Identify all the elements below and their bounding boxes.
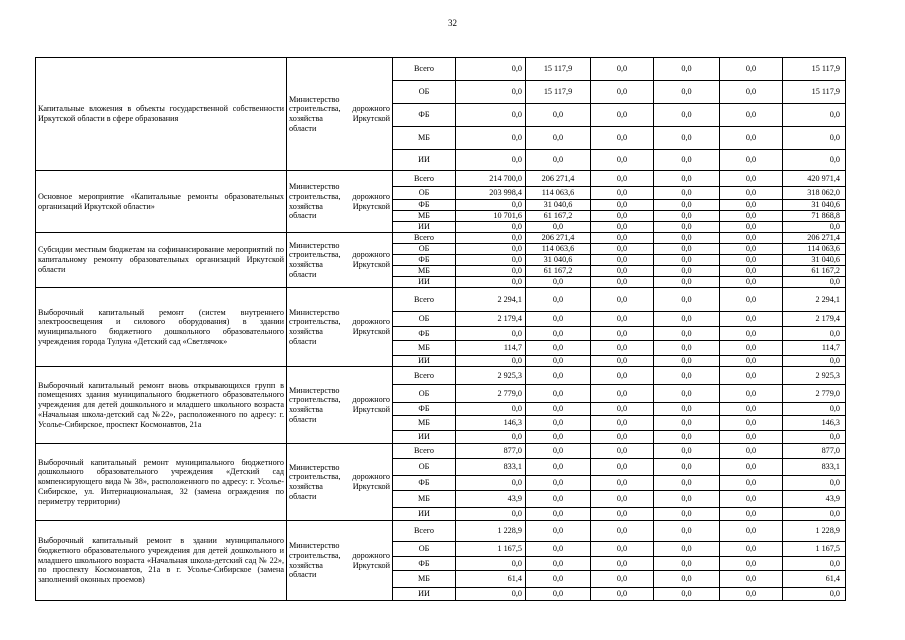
funding-source-cell: Всего — [393, 521, 456, 542]
year-value-cell: 0,0 — [591, 255, 654, 266]
year-value-cell: 0,0 — [654, 521, 720, 542]
year-value-cell: 0,0 — [456, 200, 526, 211]
total-value-cell: 2 294,1 — [783, 288, 846, 312]
year-value-cell: 0,0 — [591, 491, 654, 508]
total-value-cell: 0,0 — [783, 557, 846, 571]
total-value-cell: 877,0 — [783, 444, 846, 459]
total-value-cell: 1 228,9 — [783, 521, 846, 542]
year-value-cell: 31 040,6 — [526, 200, 591, 211]
funding-source-cell: ФБ — [393, 255, 456, 266]
year-value-cell: 0,0 — [654, 187, 720, 200]
year-value-cell: 0,0 — [654, 58, 720, 81]
year-value-cell: 0,0 — [654, 277, 720, 288]
funding-source-cell: МБ — [393, 571, 456, 588]
year-value-cell: 0,0 — [720, 327, 783, 341]
funding-source-cell: Всего — [393, 233, 456, 244]
total-value-cell: 420 971,4 — [783, 171, 846, 187]
year-value-cell: 0,0 — [720, 521, 783, 542]
funding-source-cell: Всего — [393, 444, 456, 459]
year-value-cell: 0,0 — [654, 508, 720, 521]
year-value-cell: 0,0 — [720, 58, 783, 81]
year-value-cell: 0,0 — [456, 127, 526, 150]
year-value-cell: 0,0 — [591, 150, 654, 171]
funding-source-cell: Всего — [393, 58, 456, 81]
year-value-cell: 0,0 — [526, 288, 591, 312]
year-value-cell: 0,0 — [591, 444, 654, 459]
total-value-cell: 0,0 — [783, 150, 846, 171]
total-value-cell: 15 117,9 — [783, 58, 846, 81]
total-value-cell: 833,1 — [783, 459, 846, 476]
year-value-cell: 0,0 — [526, 277, 591, 288]
total-value-cell: 0,0 — [783, 277, 846, 288]
funding-source-cell: МБ — [393, 341, 456, 356]
table-row — [36, 521, 846, 542]
year-value-cell: 114 063,6 — [526, 187, 591, 200]
funding-source-cell: ФБ — [393, 104, 456, 127]
year-value-cell: 214 700,0 — [456, 171, 526, 187]
budget-table-body — [36, 58, 846, 601]
year-value-cell: 0,0 — [526, 385, 591, 403]
year-value-cell: 114 063,6 — [526, 244, 591, 255]
funding-source-cell: ОБ — [393, 312, 456, 327]
year-value-cell: 0,0 — [526, 588, 591, 601]
year-value-cell: 0,0 — [654, 341, 720, 356]
year-value-cell: 0,0 — [526, 127, 591, 150]
table-row — [36, 444, 846, 459]
year-value-cell: 0,0 — [720, 81, 783, 104]
total-value-cell: 318 062,0 — [783, 187, 846, 200]
year-value-cell: 0,0 — [456, 233, 526, 244]
year-value-cell: 0,0 — [526, 222, 591, 233]
year-value-cell: 0,0 — [591, 416, 654, 431]
year-value-cell: 0,0 — [591, 104, 654, 127]
funding-source-cell: ОБ — [393, 459, 456, 476]
year-value-cell: 0,0 — [654, 327, 720, 341]
year-value-cell: 0,0 — [654, 416, 720, 431]
year-value-cell: 0,0 — [526, 444, 591, 459]
year-value-cell: 0,0 — [654, 557, 720, 571]
year-value-cell: 0,0 — [591, 211, 654, 222]
total-value-cell: 15 117,9 — [783, 81, 846, 104]
year-value-cell: 0,0 — [720, 542, 783, 557]
table-row — [36, 233, 846, 244]
year-value-cell: 31 040,6 — [526, 255, 591, 266]
funding-source-cell: ОБ — [393, 81, 456, 104]
funding-source-cell: МБ — [393, 211, 456, 222]
year-value-cell: 0,0 — [591, 403, 654, 416]
year-value-cell: 0,0 — [526, 459, 591, 476]
responsible-executor-cell: Министерство строительства, дорожного хозяйства Иркутской области — [287, 171, 393, 233]
year-value-cell: 0,0 — [591, 277, 654, 288]
table-row — [36, 367, 846, 385]
total-value-cell: 206 271,4 — [783, 233, 846, 244]
funding-source-cell: МБ — [393, 416, 456, 431]
year-value-cell: 0,0 — [720, 356, 783, 367]
year-value-cell: 0,0 — [591, 200, 654, 211]
total-value-cell: 2 179,4 — [783, 312, 846, 327]
year-value-cell: 0,0 — [720, 150, 783, 171]
funding-source-cell: ИИ — [393, 150, 456, 171]
year-value-cell: 0,0 — [720, 127, 783, 150]
year-value-cell: 0,0 — [526, 104, 591, 127]
total-value-cell: 1 167,5 — [783, 542, 846, 557]
total-value-cell: 2 925,3 — [783, 367, 846, 385]
budget-table — [35, 57, 846, 601]
year-value-cell: 0,0 — [720, 459, 783, 476]
year-value-cell: 0,0 — [456, 266, 526, 277]
funding-source-cell: Всего — [393, 171, 456, 187]
year-value-cell: 0,0 — [456, 277, 526, 288]
year-value-cell: 15 117,9 — [526, 81, 591, 104]
funding-source-cell: ИИ — [393, 508, 456, 521]
responsible-executor-cell: Министерство строительства, дорожного хозяйства Иркутской области — [287, 233, 393, 288]
year-value-cell: 0,0 — [591, 521, 654, 542]
year-value-cell: 0,0 — [526, 367, 591, 385]
year-value-cell: 0,0 — [591, 459, 654, 476]
year-value-cell: 0,0 — [591, 367, 654, 385]
responsible-executor-cell: Министерство строительства, дорожного хозяйства Иркутской области — [287, 288, 393, 367]
responsible-executor-cell: Министерство строительства, дорожного хозяйства Иркутской области — [287, 521, 393, 601]
year-value-cell: 0,0 — [526, 431, 591, 444]
year-value-cell: 43,9 — [456, 491, 526, 508]
year-value-cell: 0,0 — [720, 244, 783, 255]
year-value-cell: 0,0 — [720, 491, 783, 508]
year-value-cell: 0,0 — [526, 491, 591, 508]
year-value-cell: 0,0 — [720, 288, 783, 312]
year-value-cell: 0,0 — [654, 150, 720, 171]
year-value-cell: 10 701,6 — [456, 211, 526, 222]
activity-name-cell: Основное мероприятие «Капитальные ремонты образовательных организаций Иркутской области» — [36, 171, 287, 233]
year-value-cell: 0,0 — [456, 557, 526, 571]
funding-source-cell: МБ — [393, 491, 456, 508]
year-value-cell: 0,0 — [720, 104, 783, 127]
year-value-cell: 0,0 — [591, 187, 654, 200]
year-value-cell: 1 228,9 — [456, 521, 526, 542]
funding-source-cell: ИИ — [393, 356, 456, 367]
year-value-cell: 0,0 — [591, 508, 654, 521]
funding-source-cell: ОБ — [393, 542, 456, 557]
table-row — [36, 171, 846, 187]
funding-source-cell: МБ — [393, 266, 456, 277]
year-value-cell: 0,0 — [591, 222, 654, 233]
year-value-cell: 0,0 — [654, 588, 720, 601]
year-value-cell: 1 167,5 — [456, 542, 526, 557]
year-value-cell: 61 167,2 — [526, 211, 591, 222]
total-value-cell: 0,0 — [783, 476, 846, 491]
year-value-cell: 0,0 — [720, 571, 783, 588]
year-value-cell: 0,0 — [591, 588, 654, 601]
year-value-cell: 0,0 — [654, 571, 720, 588]
year-value-cell: 206 271,4 — [526, 171, 591, 187]
funding-source-cell: ОБ — [393, 385, 456, 403]
year-value-cell: 0,0 — [456, 104, 526, 127]
year-value-cell: 0,0 — [526, 557, 591, 571]
year-value-cell: 0,0 — [720, 312, 783, 327]
funding-source-cell: ФБ — [393, 403, 456, 416]
year-value-cell: 0,0 — [591, 557, 654, 571]
total-value-cell: 61,4 — [783, 571, 846, 588]
total-value-cell: 0,0 — [783, 431, 846, 444]
activity-name-cell: Выборочный капитальный ремонт муниципального бюджетного дошкольного образовательного учреждения «Детский сад компенсирующего вида № 38», расположенного по адресу: г. Усолье-Сибирское, ул. Интернациональная, 32 (замена ограждения по периметру территории) — [36, 444, 287, 521]
total-value-cell: 0,0 — [783, 127, 846, 150]
total-value-cell: 146,3 — [783, 416, 846, 431]
year-value-cell: 0,0 — [654, 356, 720, 367]
total-value-cell: 114 063,6 — [783, 244, 846, 255]
year-value-cell: 0,0 — [654, 104, 720, 127]
year-value-cell: 0,0 — [456, 81, 526, 104]
year-value-cell: 206 271,4 — [526, 233, 591, 244]
year-value-cell: 0,0 — [654, 171, 720, 187]
funding-source-cell: ФБ — [393, 476, 456, 491]
total-value-cell: 71 868,8 — [783, 211, 846, 222]
year-value-cell: 0,0 — [720, 187, 783, 200]
responsible-executor-cell: Министерство строительства, дорожного хозяйства Иркутской области — [287, 367, 393, 444]
year-value-cell: 0,0 — [654, 459, 720, 476]
total-value-cell: 43,9 — [783, 491, 846, 508]
year-value-cell: 0,0 — [456, 244, 526, 255]
year-value-cell: 61,4 — [456, 571, 526, 588]
year-value-cell: 0,0 — [720, 222, 783, 233]
year-value-cell: 0,0 — [456, 403, 526, 416]
year-value-cell: 0,0 — [654, 200, 720, 211]
year-value-cell: 0,0 — [720, 200, 783, 211]
activity-name-cell: Выборочный капитальный ремонт (систем внутреннего электроосвещения и силового оборудования) в здании муниципального бюджетного дошкольного образовательного учреждения города Тулуна «Детский сад «Светлячок» — [36, 288, 287, 367]
total-value-cell: 0,0 — [783, 222, 846, 233]
year-value-cell: 0,0 — [591, 476, 654, 491]
year-value-cell: 0,0 — [654, 403, 720, 416]
activity-name-cell: Выборочный капитальный ремонт в здании муниципального бюджетного образовательного учреждения для детей дошкольного и младшего школьного возраста «Начальная школа-детский сад № 22», по проспекту Космонавтов, 21а в г. Усолье-Сибирское (замена заполнений оконных проемов) — [36, 521, 287, 601]
year-value-cell: 877,0 — [456, 444, 526, 459]
year-value-cell: 0,0 — [654, 288, 720, 312]
year-value-cell: 0,0 — [591, 385, 654, 403]
year-value-cell: 15 117,9 — [526, 58, 591, 81]
year-value-cell: 0,0 — [654, 476, 720, 491]
year-value-cell: 0,0 — [526, 571, 591, 588]
total-value-cell: 0,0 — [783, 588, 846, 601]
total-value-cell: 31 040,6 — [783, 255, 846, 266]
year-value-cell: 0,0 — [654, 222, 720, 233]
year-value-cell: 0,0 — [526, 403, 591, 416]
funding-source-cell: ФБ — [393, 200, 456, 211]
total-value-cell: 61 167,2 — [783, 266, 846, 277]
year-value-cell: 0,0 — [591, 431, 654, 444]
table-row — [36, 288, 846, 312]
year-value-cell: 0,0 — [526, 150, 591, 171]
year-value-cell: 0,0 — [720, 266, 783, 277]
year-value-cell: 0,0 — [720, 367, 783, 385]
year-value-cell: 0,0 — [456, 476, 526, 491]
year-value-cell: 0,0 — [591, 341, 654, 356]
year-value-cell: 0,0 — [720, 508, 783, 521]
funding-source-cell: ИИ — [393, 588, 456, 601]
total-value-cell: 0,0 — [783, 327, 846, 341]
year-value-cell: 0,0 — [456, 58, 526, 81]
year-value-cell: 0,0 — [526, 341, 591, 356]
year-value-cell: 0,0 — [720, 557, 783, 571]
year-value-cell: 2 179,4 — [456, 312, 526, 327]
total-value-cell: 0,0 — [783, 356, 846, 367]
year-value-cell: 0,0 — [654, 211, 720, 222]
year-value-cell: 0,0 — [654, 542, 720, 557]
year-value-cell: 0,0 — [526, 327, 591, 341]
funding-source-cell: ФБ — [393, 557, 456, 571]
year-value-cell: 0,0 — [591, 244, 654, 255]
year-value-cell: 0,0 — [654, 431, 720, 444]
year-value-cell: 0,0 — [654, 255, 720, 266]
year-value-cell: 114,7 — [456, 341, 526, 356]
year-value-cell: 0,0 — [456, 431, 526, 444]
year-value-cell: 0,0 — [720, 277, 783, 288]
year-value-cell: 0,0 — [720, 341, 783, 356]
year-value-cell: 0,0 — [456, 356, 526, 367]
year-value-cell: 0,0 — [456, 150, 526, 171]
year-value-cell: 2 925,3 — [456, 367, 526, 385]
year-value-cell: 0,0 — [526, 521, 591, 542]
year-value-cell: 0,0 — [591, 312, 654, 327]
year-value-cell: 0,0 — [720, 385, 783, 403]
year-value-cell: 0,0 — [526, 542, 591, 557]
year-value-cell: 833,1 — [456, 459, 526, 476]
year-value-cell: 0,0 — [654, 444, 720, 459]
year-value-cell: 0,0 — [720, 233, 783, 244]
year-value-cell: 0,0 — [654, 266, 720, 277]
funding-source-cell: МБ — [393, 127, 456, 150]
funding-source-cell: ФБ — [393, 327, 456, 341]
funding-source-cell: ИИ — [393, 222, 456, 233]
year-value-cell: 0,0 — [591, 356, 654, 367]
year-value-cell: 0,0 — [456, 508, 526, 521]
year-value-cell: 0,0 — [654, 127, 720, 150]
activity-name-cell: Выборочный капитальный ремонт вновь открывающихся групп в помещениях здания муниципального бюджетного образовательного учреждения для детей дошкольного и младшего школьного возраста «Начальная школа-детский сад №22», расположенного по адресу: г. Усолье-Сибирское, проспект Космонавтов, 21а — [36, 367, 287, 444]
year-value-cell: 2 294,1 — [456, 288, 526, 312]
year-value-cell: 0,0 — [591, 542, 654, 557]
year-value-cell: 0,0 — [654, 312, 720, 327]
year-value-cell: 0,0 — [526, 356, 591, 367]
year-value-cell: 0,0 — [720, 416, 783, 431]
year-value-cell: 0,0 — [720, 444, 783, 459]
year-value-cell: 2 779,0 — [456, 385, 526, 403]
year-value-cell: 0,0 — [720, 431, 783, 444]
year-value-cell: 0,0 — [654, 491, 720, 508]
year-value-cell: 0,0 — [591, 58, 654, 81]
year-value-cell: 0,0 — [654, 385, 720, 403]
total-value-cell: 0,0 — [783, 104, 846, 127]
total-value-cell: 114,7 — [783, 341, 846, 356]
year-value-cell: 0,0 — [591, 127, 654, 150]
funding-source-cell: ОБ — [393, 244, 456, 255]
funding-source-cell: ИИ — [393, 277, 456, 288]
year-value-cell: 0,0 — [526, 476, 591, 491]
year-value-cell: 61 167,2 — [526, 266, 591, 277]
year-value-cell: 0,0 — [591, 233, 654, 244]
year-value-cell: 0,0 — [526, 508, 591, 521]
year-value-cell: 0,0 — [654, 81, 720, 104]
year-value-cell: 0,0 — [456, 588, 526, 601]
responsible-executor-cell: Министерство строительства, дорожного хозяйства Иркутской области — [287, 58, 393, 171]
year-value-cell: 0,0 — [720, 255, 783, 266]
year-value-cell: 0,0 — [591, 327, 654, 341]
activity-name-cell: Субсидии местным бюджетам на софинансирование мероприятий по капитальному ремонту образовательных организаций Иркутской области — [36, 233, 287, 288]
year-value-cell: 0,0 — [720, 211, 783, 222]
year-value-cell: 0,0 — [720, 403, 783, 416]
year-value-cell: 0,0 — [591, 171, 654, 187]
year-value-cell: 0,0 — [526, 312, 591, 327]
year-value-cell: 203 998,4 — [456, 187, 526, 200]
year-value-cell: 0,0 — [720, 171, 783, 187]
activity-name-cell: Капитальные вложения в объекты государственной собственности Иркутской области в сфере образования — [36, 58, 287, 171]
total-value-cell: 0,0 — [783, 508, 846, 521]
funding-source-cell: ИИ — [393, 431, 456, 444]
funding-source-cell: Всего — [393, 367, 456, 385]
total-value-cell: 0,0 — [783, 403, 846, 416]
year-value-cell: 0,0 — [526, 416, 591, 431]
year-value-cell: 0,0 — [654, 244, 720, 255]
year-value-cell: 0,0 — [591, 571, 654, 588]
responsible-executor-cell: Министерство строительства, дорожного хозяйства Иркутской области — [287, 444, 393, 521]
year-value-cell: 0,0 — [456, 255, 526, 266]
total-value-cell: 2 779,0 — [783, 385, 846, 403]
year-value-cell: 0,0 — [654, 367, 720, 385]
page-number: 32 — [448, 18, 457, 28]
year-value-cell: 146,3 — [456, 416, 526, 431]
table-row — [36, 58, 846, 81]
year-value-cell: 0,0 — [456, 327, 526, 341]
total-value-cell: 31 040,6 — [783, 200, 846, 211]
funding-source-cell: Всего — [393, 288, 456, 312]
funding-source-cell: ОБ — [393, 187, 456, 200]
year-value-cell: 0,0 — [720, 476, 783, 491]
year-value-cell: 0,0 — [591, 266, 654, 277]
year-value-cell: 0,0 — [654, 233, 720, 244]
year-value-cell: 0,0 — [591, 81, 654, 104]
year-value-cell: 0,0 — [720, 588, 783, 601]
year-value-cell: 0,0 — [456, 222, 526, 233]
year-value-cell: 0,0 — [591, 288, 654, 312]
